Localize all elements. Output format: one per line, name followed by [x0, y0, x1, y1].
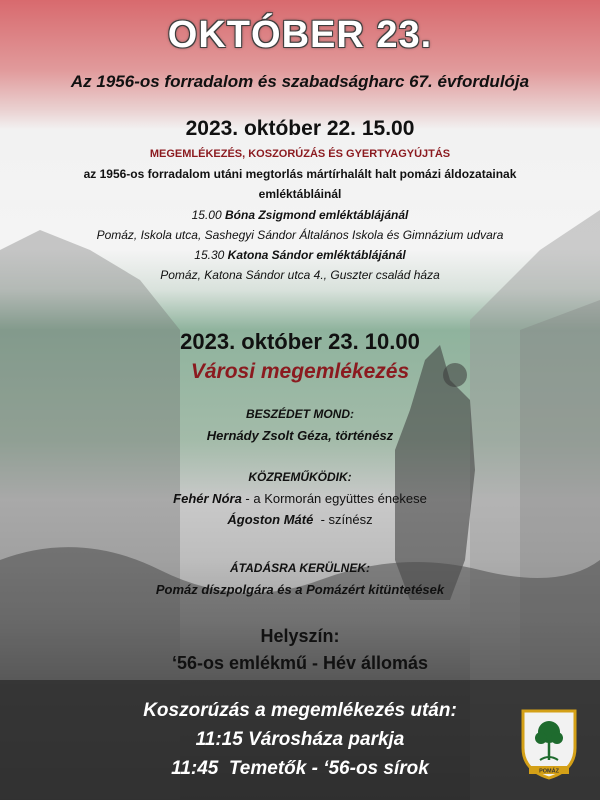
- performer-2-name: Ágoston Máté: [227, 512, 314, 527]
- event1-description-1: az 1956-os forradalom utáni megtorlás mártírhalált halt pomázi áldozatainak: [83, 167, 517, 181]
- event1-stop2: [0, 248, 600, 262]
- page-subtitle: Az 1956-os forradalom és szabadságharc 67. évfordulója: [70, 72, 530, 91]
- award-label: ÁTADÁSRA KERÜLNEK:: [230, 561, 370, 575]
- crest-text: POMÁZ: [539, 768, 559, 775]
- event1-stop1-address: Pomáz, Iskola utca, Sashegyi Sándor Általános Iskola és Gimnázium udvara: [96, 228, 504, 242]
- perform-label: KÖZREMŰKÖDIK:: [248, 470, 352, 484]
- event1-stop2-address: Pomáz, Katona Sándor utca 4., Guszter család háza: [160, 268, 440, 282]
- event2-title: Városi megemlékezés: [190, 360, 410, 383]
- performer-2-role: - színész: [313, 512, 373, 527]
- event1-stop1: [0, 208, 600, 222]
- pomaz-crest-icon: [520, 708, 578, 780]
- footer-line-2: 11:15 Városháza parkja: [195, 729, 405, 750]
- footer-line-3: 11:45 Temetők - ‘56-os sírok: [171, 758, 429, 779]
- location-label: Helyszín:: [260, 626, 340, 646]
- stop2-time: 15.30: [194, 248, 228, 262]
- performer-2: [0, 512, 600, 527]
- stop2-name: Katona Sándor emléktáblájánál: [227, 248, 406, 262]
- page-title: OKTÓBER 23.: [167, 14, 433, 56]
- event1-description-2: emléktábláinál: [258, 187, 342, 201]
- location-value: ‘56-os emlékmű - Hév állomás: [171, 653, 429, 673]
- event2-date: 2023. október 23. 10.00: [180, 329, 420, 354]
- speech-value: Hernády Zsolt Géza, történész: [206, 428, 394, 443]
- performer-1: [0, 491, 600, 506]
- event1-category: MEGEMLÉKEZÉS, KOSZORÚZÁS ÉS GYERTYAGYÚJTÁS: [149, 148, 451, 160]
- event1-date: 2023. október 22. 15.00: [185, 117, 415, 140]
- award-value: Pomáz díszpolgára és a Pomázért kitüntetések: [155, 582, 445, 597]
- stop1-time: 15.00: [191, 208, 225, 222]
- stop1-name: Bóna Zsigmond emléktáblájánál: [225, 208, 409, 222]
- performer-1-role: - a Kormorán együttes énekese: [241, 491, 427, 506]
- performer-1-name: Fehér Nóra: [173, 491, 242, 506]
- footer-line-1: Koszorúzás a megemlékezés után:: [143, 700, 457, 721]
- speech-label: BESZÉDET MOND:: [246, 407, 354, 421]
